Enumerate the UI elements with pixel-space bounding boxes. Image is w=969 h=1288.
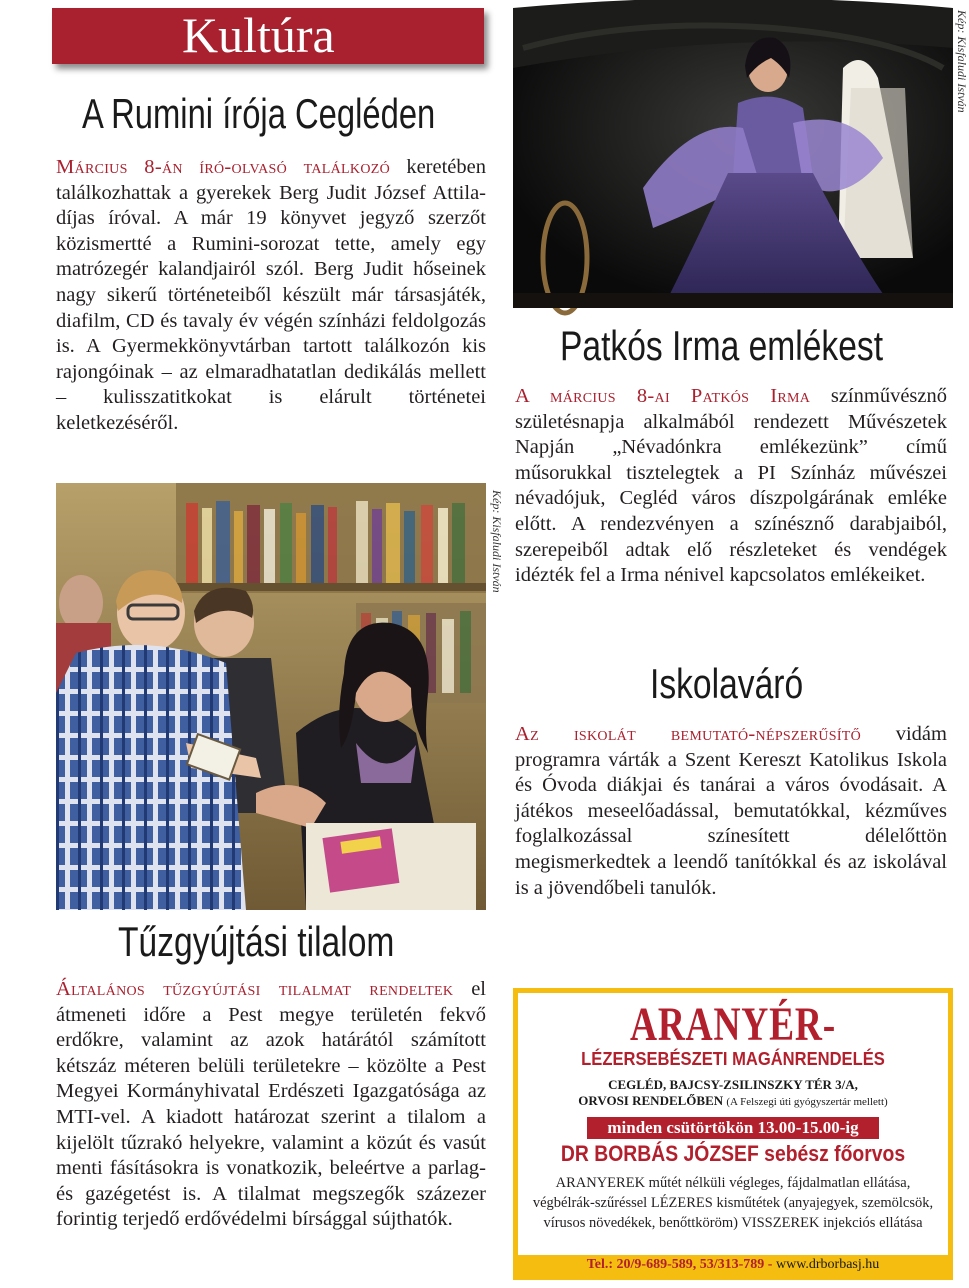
advertisement-box: [513, 988, 953, 1280]
article4-body: [515, 722, 947, 901]
ad-hours: minden csütörtökön 13.00-15.00-ig: [587, 1117, 879, 1139]
article2-body: [56, 977, 486, 1233]
article3-headline: Patkós Irma emlékest: [560, 322, 884, 369]
article2-lead: Általános tűzgyújtási tilalmat rendeltek: [56, 978, 454, 1000]
ad-phone: Tel.: 20/9-689-589, 53/313-789 -: [586, 1257, 773, 1272]
ad-website-link[interactable]: www.drborbasj.hu: [775, 1257, 880, 1272]
ad-contact-bar: [518, 1255, 948, 1275]
book-signing-image: [56, 483, 486, 910]
ad-office-label: ORVOSI RENDELŐBEN: [578, 1093, 724, 1108]
article2-headline: Tűzgyújtási tilalom: [118, 918, 395, 965]
article3-lead: A március 8-ai Patkós Irma: [515, 385, 811, 407]
section-banner: [52, 8, 484, 64]
article3-photo-credit: Kép: Kisfaludi István: [955, 10, 969, 113]
article3-text: színművésznő születésnapja alkalmából rendezett Művészetek Napján „Névadónkra emlékezünk” című műsorukkal tisztelegtek a PI Színház művészei névadójuk, Cegléd város díszpolgárának emléke előtt. A rendezvényen a színésznő darabjaiból, szerepeiből adtak elő részleteket és vendégek idézték fel a Irma nénivel kapcsolatos emlékeiket.: [515, 385, 947, 587]
article4-lead: Az iskolát bemutató-népszerűsítő: [515, 723, 862, 745]
article3-body: [515, 384, 947, 589]
ad-office-note: (A Felszegi úti gyógyszertár mellett): [726, 1096, 888, 1108]
ad-address: CEGLÉD, BAJCSY-ZSILINSZKY TÉR 3/A,: [608, 1077, 858, 1092]
ad-subtitle: LÉZERSEBÉSZETI MAGÁNRENDELÉS: [581, 1049, 885, 1069]
stage-performance-photo: [513, 8, 953, 308]
article2-text: el átmeneti időre a Pest megye területén fekvő erdőkre, valamint az azok határától számított kétszáz méteren belüli területekre – közölte a Pest Megyei Kormányhivatal Erdészeti Igazgatósága az MTI-vel. A kiadott határozat szerint a tilalom a kijelölt tűzrakó helyekre, valamint a közút és vasút menti fásításokra is vonatkozik, beleértve a parlag- és gazégetést is. A tilalmat megszegők százezer forintig terjedő erdővédelmi bírsággal sújthatók.: [56, 978, 486, 1231]
ad-title: ARANYÉR-: [630, 998, 836, 1051]
ad-description: ARANYEREK műtét nélküli végleges, fájdalmatlan ellátása, végbélrák-szűréssel LÉZERES kisműtétek (anyajegyek, szemölcsök, vírusos növedékek, benőttköröm) VISSZEREK injekciós ellátása: [532, 1175, 934, 1231]
article4-headline: Iskolaváró: [650, 660, 804, 707]
article1-body: [56, 155, 486, 437]
article4-text: vidám programra várták a Szent Kereszt Katolikus Iskola és Óvoda diákjai és tanárai a város óvodásait. A játékos meseelőadással, bemutatókkal, kézműves foglalkozással színesített délelőttön megismerkedtek a leendő tanítókkal és az iskolával is a jövendőbeli tanulók.: [515, 723, 947, 899]
article1-lead: Március 8-án író-olvasó találkozó: [56, 156, 390, 178]
book-signing-photo: [56, 483, 486, 910]
article1-headline: A Rumini írója Cegléden: [82, 90, 436, 137]
article1-photo-credit: Kép: Kisfaludi István: [490, 490, 504, 593]
stage-performance-image: [513, 8, 953, 308]
ad-doctor: DR BORBÁS JÓZSEF sebész főorvos: [560, 1141, 906, 1166]
section-title: Kultúra: [182, 7, 335, 63]
ad-office: [518, 1093, 948, 1109]
article1-text: keretében találkozhattak a gyerekek Berg Judit József Attila-díjas íróval. A már 19 könyvet jegyző szerzőt közismertté a Rumini-sorozat tette, amely egy matrózegér kalandjairól szól. Berg Judit hőseinek nagy sikerű történeteiből készült már társasjáték, diafilm, CD és tavaly év végén színházi feldolgozás is. A Gyermekkönyvtárban tartott találkozón kis rajongóinak – az elmaradhatatlan dedikálás mellett – kulisszatitkokat is elárult történetei keletkezéséről.: [56, 156, 486, 434]
